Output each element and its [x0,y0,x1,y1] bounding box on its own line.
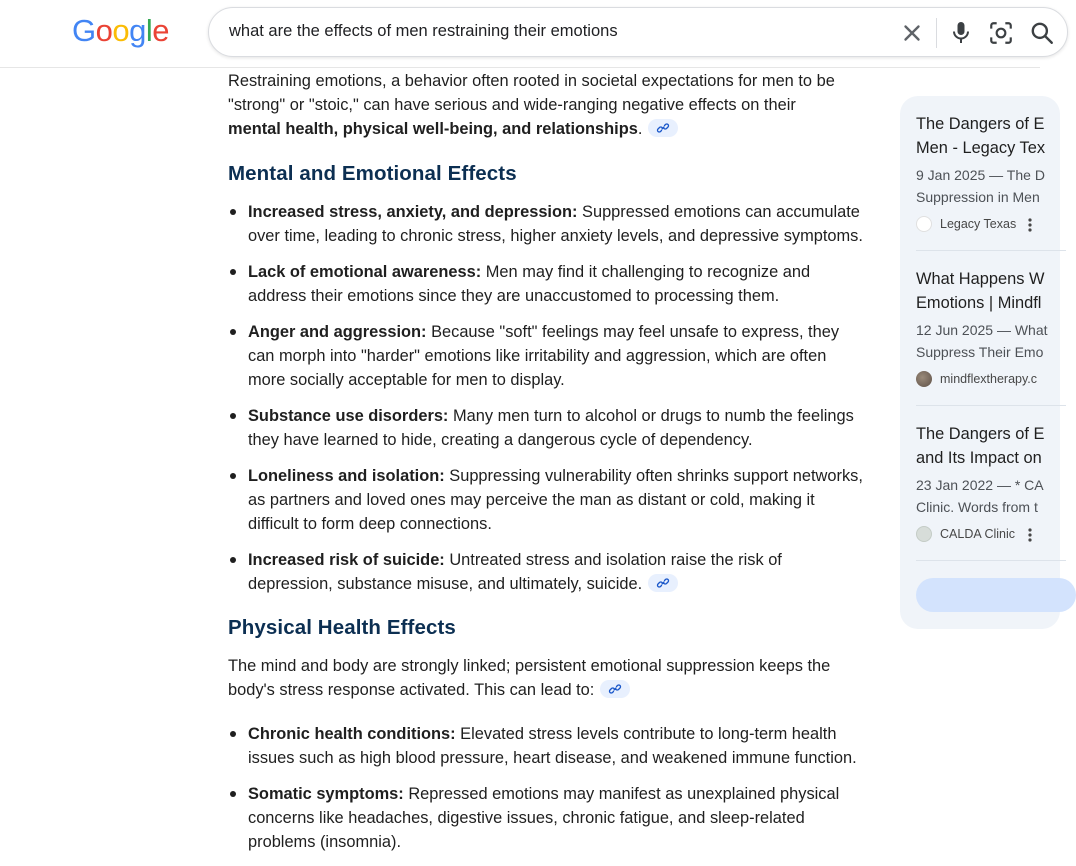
item-heading: Increased stress, anxiety, and depression: [248,203,578,221]
google-logo[interactable] [72,13,169,49]
site-name: CALDA Clinic [940,527,1016,541]
site-favicon-icon [916,526,932,542]
source-title-line: What Happens W [916,270,1045,288]
source-title-line: and Its Impact on [916,449,1042,467]
search-divider [936,18,937,48]
snippet-line: Clinic. Words from t [916,499,1038,515]
top-bar [0,0,1040,68]
microphone-icon[interactable] [949,20,973,46]
item-text: Suppressing vulnerability often shrinks support networks, as partners and loved ones may perceive the man as distant or cold, making it difficult to form deep connections. [248,467,863,533]
item-text: Many men turn to alcohol or drugs to numb the feelings they have learned to hide, creating a dangerous cycle of dependency. [248,407,854,449]
item-text: Because "soft" feelings may feel unsafe to express, they can morph into "harder" emotions like irritability and aggression, which are often more socially acceptable for men to display. [248,323,840,389]
source-title-line: The Dangers of E [916,425,1045,443]
show-all-button[interactable] [916,578,1076,612]
list-item [228,200,868,248]
source-snippet [916,164,1066,208]
source-title[interactable] [916,422,1066,470]
item-text: Untreated stress and isolation raise the risk of depression, substance misuse, and ultimately, suicide. [248,551,782,593]
source-card[interactable] [916,112,1066,234]
source-snippet [916,474,1066,518]
item-heading: Lack of emotional awareness: [248,263,482,281]
source-snippet [916,319,1066,363]
list-item [228,782,868,854]
snippet-line: 23 Jan 2022 — * CA [916,477,1044,493]
item-heading: Anger and aggression: [248,323,427,341]
item-heading: Somatic symptoms: [248,785,404,803]
item-heading: Substance use disorders: [248,407,449,425]
source-title[interactable] [916,267,1066,315]
list-item [228,464,868,536]
physical-effects-list [228,722,868,866]
link-icon [657,122,669,134]
item-heading: Chronic health conditions: [248,725,456,743]
source-title-line: Men - Legacy Tex [916,139,1046,157]
site-favicon-icon [916,216,932,232]
snippet-line: Suppression in Men [916,189,1040,205]
source-title-line: The Dangers of E [916,115,1045,133]
item-text: Suppressed emotions can accumulate over time, leading to chronic stress, higher anxiety levels, and depressive symptoms. [248,203,863,245]
link-icon [609,683,621,695]
source-divider [916,405,1066,406]
overview-intro [228,69,848,141]
snippet-line: Suppress Their Emo [916,344,1044,360]
logo-letter: G [72,13,96,48]
site-name: mindflextherapy.c [940,372,1038,386]
source-site [916,524,1066,544]
logo-letter: l [145,13,153,48]
source-divider [916,250,1066,251]
source-card[interactable] [916,422,1066,544]
citation-link-button[interactable] [648,119,678,137]
list-item [228,404,868,452]
section-intro-text: The mind and body are strongly linked; persistent emotional suppression keeps the body's stress response activated. This can lead to: [228,657,831,699]
site-favicon-icon [916,371,932,387]
section-heading: Mental and Emotional Effects [228,162,517,185]
source-site [916,214,1066,234]
list-item [228,260,868,308]
logo-letter: o [95,13,113,48]
item-text: Men may find it challenging to recognize and address their emotions since they are unaccustomed to processing them. [248,263,811,305]
search-icon[interactable] [1029,20,1055,46]
logo-letter: e [152,13,170,48]
source-divider [916,560,1066,561]
logo-letter: g [129,13,146,48]
list-item [228,548,868,596]
snippet-line: 9 Jan 2025 — The D [916,167,1045,183]
list-item [228,320,868,392]
citation-link-button[interactable] [600,680,630,698]
item-text: Elevated stress levels contribute to long-term health issues such as high blood pressure, heart disease, and weakened immune function. [248,725,857,767]
more-options-icon[interactable] [1028,528,1032,542]
site-name: Legacy Texas [940,217,1017,231]
source-title-line: Emotions | Mindfl [916,294,1042,312]
citation-link-button[interactable] [648,574,678,592]
list-item [228,722,868,770]
intro-text: Restraining emotions, a behavior often rooted in societal expectations for men to be "strong" or "stoic," can have serious and wide-ranging negative effects on their [228,72,835,114]
search-input[interactable]: what are the effects of men restraining their emotions [229,22,618,40]
link-icon [657,577,669,589]
source-site [916,369,1066,389]
clear-icon[interactable] [899,20,925,46]
intro-bold-text: mental health, physical well-being, and relationships [228,120,638,138]
section-heading: Physical Health Effects [228,616,456,639]
item-heading: Loneliness and isolation: [248,467,445,485]
search-box[interactable] [208,7,1068,57]
intro-period: . [637,120,643,138]
snippet-line: 12 Jun 2025 — What [916,322,1048,338]
source-title[interactable] [916,112,1066,160]
sources-panel [900,96,1060,629]
item-heading: Increased risk of suicide: [248,551,445,569]
item-text: Repressed emotions may manifest as unexplained physical concerns like headaches, digestive issues, chronic fatigue, and sleep-related problems (insomnia). [248,785,840,851]
more-options-icon[interactable] [1028,218,1032,232]
logo-letter: o [112,13,130,48]
section-intro [228,654,848,702]
mental-effects-list [228,200,868,608]
google-lens-icon[interactable] [988,20,1014,46]
source-card[interactable] [916,267,1066,389]
